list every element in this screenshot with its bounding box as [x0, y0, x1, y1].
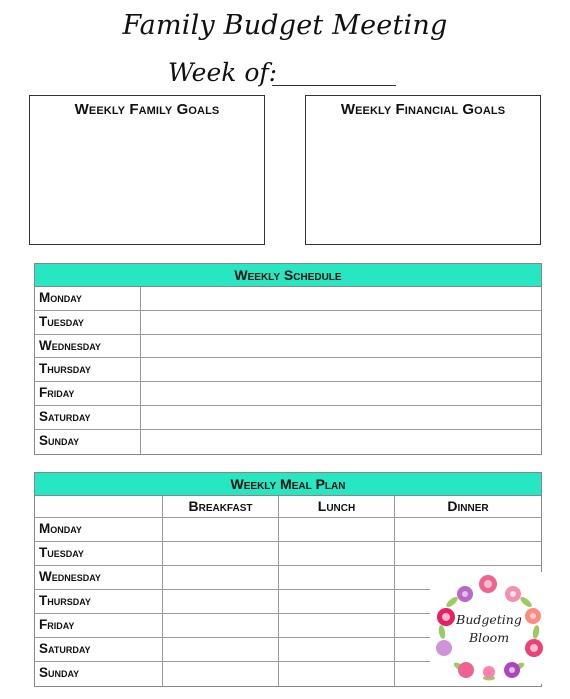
schedule-day-label: Sunday — [35, 430, 141, 454]
breakfast-cell[interactable] — [163, 614, 279, 637]
lunch-cell[interactable] — [279, 566, 395, 589]
schedule-row — [35, 335, 541, 359]
financial-goals-box[interactable] — [305, 95, 541, 245]
schedule-row — [35, 430, 541, 454]
schedule-entry-cell[interactable] — [141, 335, 541, 358]
schedule-entry-cell[interactable] — [141, 430, 541, 454]
logo-line-2: Bloom — [468, 630, 510, 645]
schedule-row — [35, 358, 541, 382]
schedule-day-label: Thursday — [35, 358, 141, 381]
schedule-day-label: Friday — [35, 382, 141, 405]
meal-day-label: Tuesday — [35, 542, 163, 565]
meal-row — [35, 542, 541, 566]
schedule-entry-cell[interactable] — [141, 382, 541, 405]
meal-day-label: Saturday — [35, 638, 163, 661]
schedule-title: Weekly Schedule — [35, 264, 541, 287]
breakfast-cell[interactable] — [163, 590, 279, 613]
floral-wreath-icon — [430, 572, 548, 684]
schedule-entry-cell[interactable] — [141, 358, 541, 381]
page-title: Family Budget Meeting — [122, 10, 448, 41]
dinner-column-header: Dinner — [447, 498, 489, 514]
lunch-column-header: Lunch — [279, 496, 395, 517]
lunch-cell[interactable] — [279, 590, 395, 613]
schedule-entry-cell[interactable] — [141, 406, 541, 429]
lunch-cell[interactable] — [279, 638, 395, 661]
meal-header-empty-cell — [35, 496, 163, 517]
weekly-schedule-table — [34, 263, 542, 455]
meal-day-label: Wednesday — [35, 566, 163, 589]
breakfast-cell[interactable] — [163, 566, 279, 589]
meal-plan-header-row — [35, 496, 541, 518]
week-of-field — [168, 58, 277, 92]
schedule-day-label: Tuesday — [35, 311, 141, 334]
logo-line-1: Budgeting — [456, 612, 522, 627]
family-goals-title: Weekly Family Goals — [74, 101, 220, 118]
breakfast-cell[interactable] — [163, 638, 279, 661]
lunch-cell[interactable] — [279, 662, 395, 686]
lunch-cell[interactable] — [279, 518, 395, 541]
lunch-cell[interactable] — [279, 542, 395, 565]
schedule-day-label: Wednesday — [35, 335, 141, 358]
schedule-day-label: Monday — [35, 287, 141, 310]
schedule-row — [35, 287, 541, 311]
breakfast-cell[interactable] — [163, 542, 279, 565]
meal-day-label: Monday — [35, 518, 163, 541]
breakfast-cell[interactable] — [163, 662, 279, 686]
lunch-cell[interactable] — [279, 614, 395, 637]
family-goals-box[interactable] — [29, 95, 265, 245]
week-of-label: Week of: — [168, 58, 278, 87]
week-of-blank-line[interactable] — [272, 85, 396, 86]
meal-day-label: Friday — [35, 614, 163, 637]
breakfast-cell[interactable] — [163, 518, 279, 541]
meal-row — [35, 518, 541, 542]
schedule-entry-cell[interactable] — [141, 287, 541, 310]
breakfast-column-header: Breakfast — [163, 496, 279, 517]
meal-plan-title: Weekly Meal Plan — [35, 473, 541, 496]
schedule-row — [35, 406, 541, 430]
dinner-cell[interactable] — [395, 542, 541, 565]
schedule-row — [35, 382, 541, 406]
dinner-cell[interactable] — [395, 518, 541, 541]
schedule-day-label: Saturday — [35, 406, 141, 429]
meal-day-label: Thursday — [35, 590, 163, 613]
budgeting-bloom-logo — [430, 572, 548, 684]
schedule-row — [35, 311, 541, 335]
schedule-entry-cell[interactable] — [141, 311, 541, 334]
financial-goals-title: Weekly Financial Goals — [340, 101, 506, 118]
meal-day-label: Sunday — [35, 662, 163, 686]
